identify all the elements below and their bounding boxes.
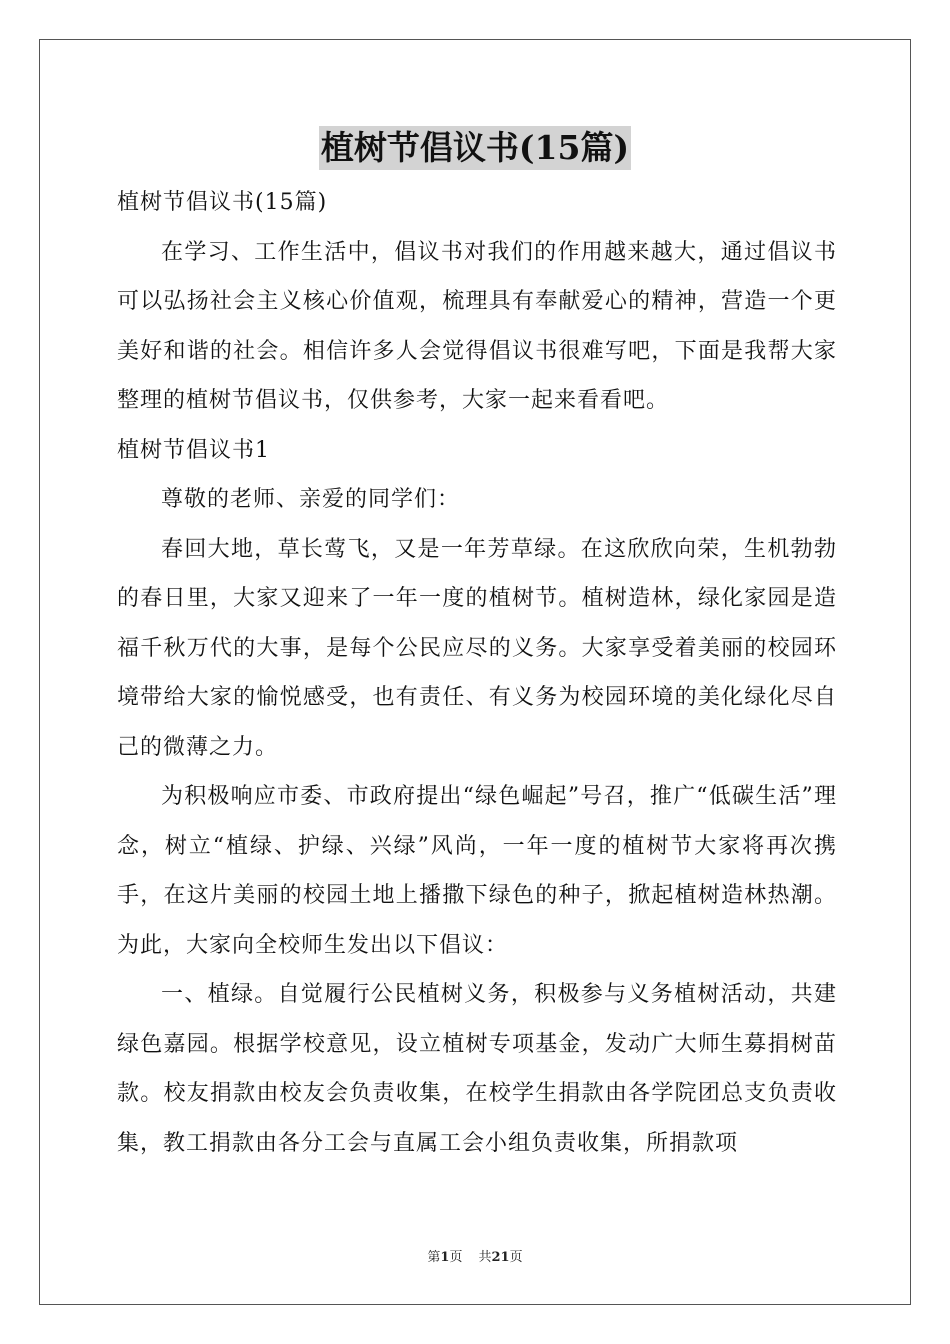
section-heading: 植树节倡议书1	[117, 437, 270, 463]
total-suffix: 页	[509, 1250, 523, 1265]
salutation-paragraph: 尊敬的老师、亲爱的同学们：	[161, 487, 461, 512]
document-title: 植树节倡议书(15篇)	[319, 126, 631, 170]
body-paragraph: 一、植绿。自觉履行公民植树义务，积极参与义务植树活动，共建绿色嘉园。根据学校意见，设立植树专项基金，发动广大师生募捐树苗款。校友捐款由校友会负责收集，在校学生捐款由各学院团总支负责收集，教工捐款由各分工会与直属工会小组负责收集，所捐款项	[117, 982, 837, 1156]
current-page-number: 1	[440, 1250, 450, 1265]
title-container	[0, 126, 950, 170]
page-suffix: 页	[449, 1250, 463, 1265]
page-prefix: 第	[427, 1250, 441, 1265]
total-prefix: 共	[478, 1250, 492, 1265]
subtitle-heading: 植树节倡议书(15篇)	[117, 190, 328, 215]
body-paragraph: 春回大地，草长莺飞，又是一年芳草绿。在这欣欣向荣，生机勃勃的春日里，大家又迎来了一年一度的植树节。植树造林，绿化家园是造福千秋万代的大事，是每个公民应尽的义务。大家享受着美丽的校园环境带给大家的愉悦感受，也有责任、有义务为校园环境的美化绿化尽自己的微薄之力。	[117, 536, 837, 760]
total-page-count: 21	[491, 1250, 510, 1265]
body-paragraph: 为积极响应市委、市政府提出“绿色崛起”号召，推广“低碳生活”理念，树立“植绿、护绿、兴绿”风尚，一年一度的植树节大家将再次携手，在这片美丽的校园土地上播撒下绿色的种子，掀起植树造林热潮。为此，大家向全校师生发出以下倡议：	[117, 784, 837, 958]
document-body	[117, 178, 837, 1168]
page-footer	[0, 1246, 950, 1265]
intro-paragraph: 在学习、工作生活中，倡议书对我们的作用越来越大，通过倡议书可以弘扬社会主义核心价值观，梳理具有奉献爱心的精神，营造一个更美好和谐的社会。相信许多人会觉得倡议书很难写吧，下面是我帮大家整理的植树节倡议书，仅供参考，大家一起来看看吧。	[117, 239, 837, 413]
